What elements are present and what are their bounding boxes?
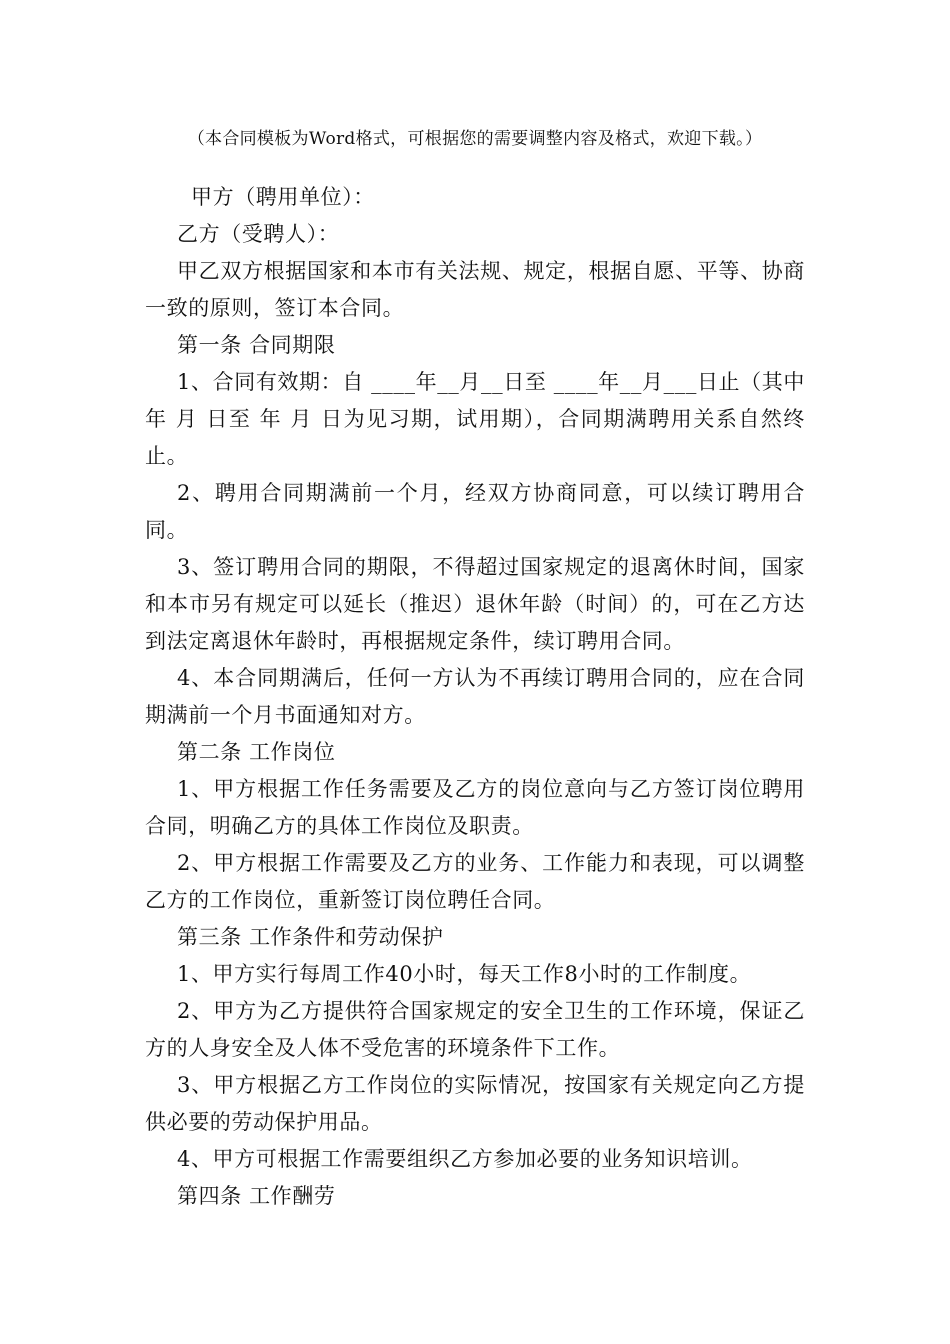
- article-3-item-3: 3、甲方根据乙方工作岗位的实际情况，按国家有关规定向乙方提供必要的劳动保护用品。: [145, 1073, 805, 1134]
- article-1-item-4: 4、本合同期满后，任何一方认为不再续订聘用合同的，应在合同期满前一个月书面通知对方。: [145, 666, 805, 727]
- article-3-title: 第三条 工作条件和劳动保护: [177, 925, 444, 949]
- article-1-item-1: 1、合同有效期：自 ____年__月__日至 ____年__月___日止（其中 年 月 日至 年 月 日为见习期，试用期），合同期满聘用关系自然终止。: [145, 370, 805, 468]
- article-3-item-2: 2、甲方为乙方提供符合国家规定的安全卫生的工作环境，保证乙方的人身安全及人体不受危害的环境条件下工作。: [145, 999, 805, 1060]
- party-b-line: 乙方（受聘人）：: [177, 222, 340, 246]
- article-2-title: 第二条 工作岗位: [177, 740, 336, 764]
- article-1-item-2: 2、聘用合同期满前一个月，经双方协商同意，可以续订聘用合同。: [145, 481, 805, 542]
- article-2-item-2: 2、甲方根据工作需要及乙方的业务、工作能力和表现，可以调整乙方的工作岗位，重新签订岗位聘任合同。: [145, 851, 805, 912]
- article-1-title: 第一条 合同期限: [177, 333, 336, 357]
- preamble-paragraph: 甲乙双方根据国家和本市有关法规、规定，根据自愿、平等、协商一致的原则，签订本合同。: [145, 259, 805, 320]
- article-1-item-3: 3、签订聘用合同的期限，不得超过国家规定的退离休时间，国家和本市另有规定可以延长（推迟）退休年龄（时间）的，可在乙方达到法定离退休年龄时，再根据规定条件，续订聘用合同。: [145, 555, 805, 653]
- article-4-title: 第四条 工作酬劳: [177, 1184, 336, 1208]
- contract-body: [145, 179, 805, 1215]
- party-a-line: 甲方（聘用单位）：: [191, 185, 375, 209]
- article-3-item-1: 1、甲方实行每周工作40小时，每天工作8小时的工作制度。: [177, 962, 752, 986]
- template-note: （本合同模板为Word格式，可根据您的需要调整内容及格式，欢迎下载。）: [187, 129, 763, 149]
- article-2-item-1: 1、甲方根据工作任务需要及乙方的岗位意向与乙方签订岗位聘用合同，明确乙方的具体工作岗位及职责。: [145, 777, 805, 838]
- article-3-item-4: 4、甲方可根据工作需要组织乙方参加必要的业务知识培训。: [177, 1147, 753, 1171]
